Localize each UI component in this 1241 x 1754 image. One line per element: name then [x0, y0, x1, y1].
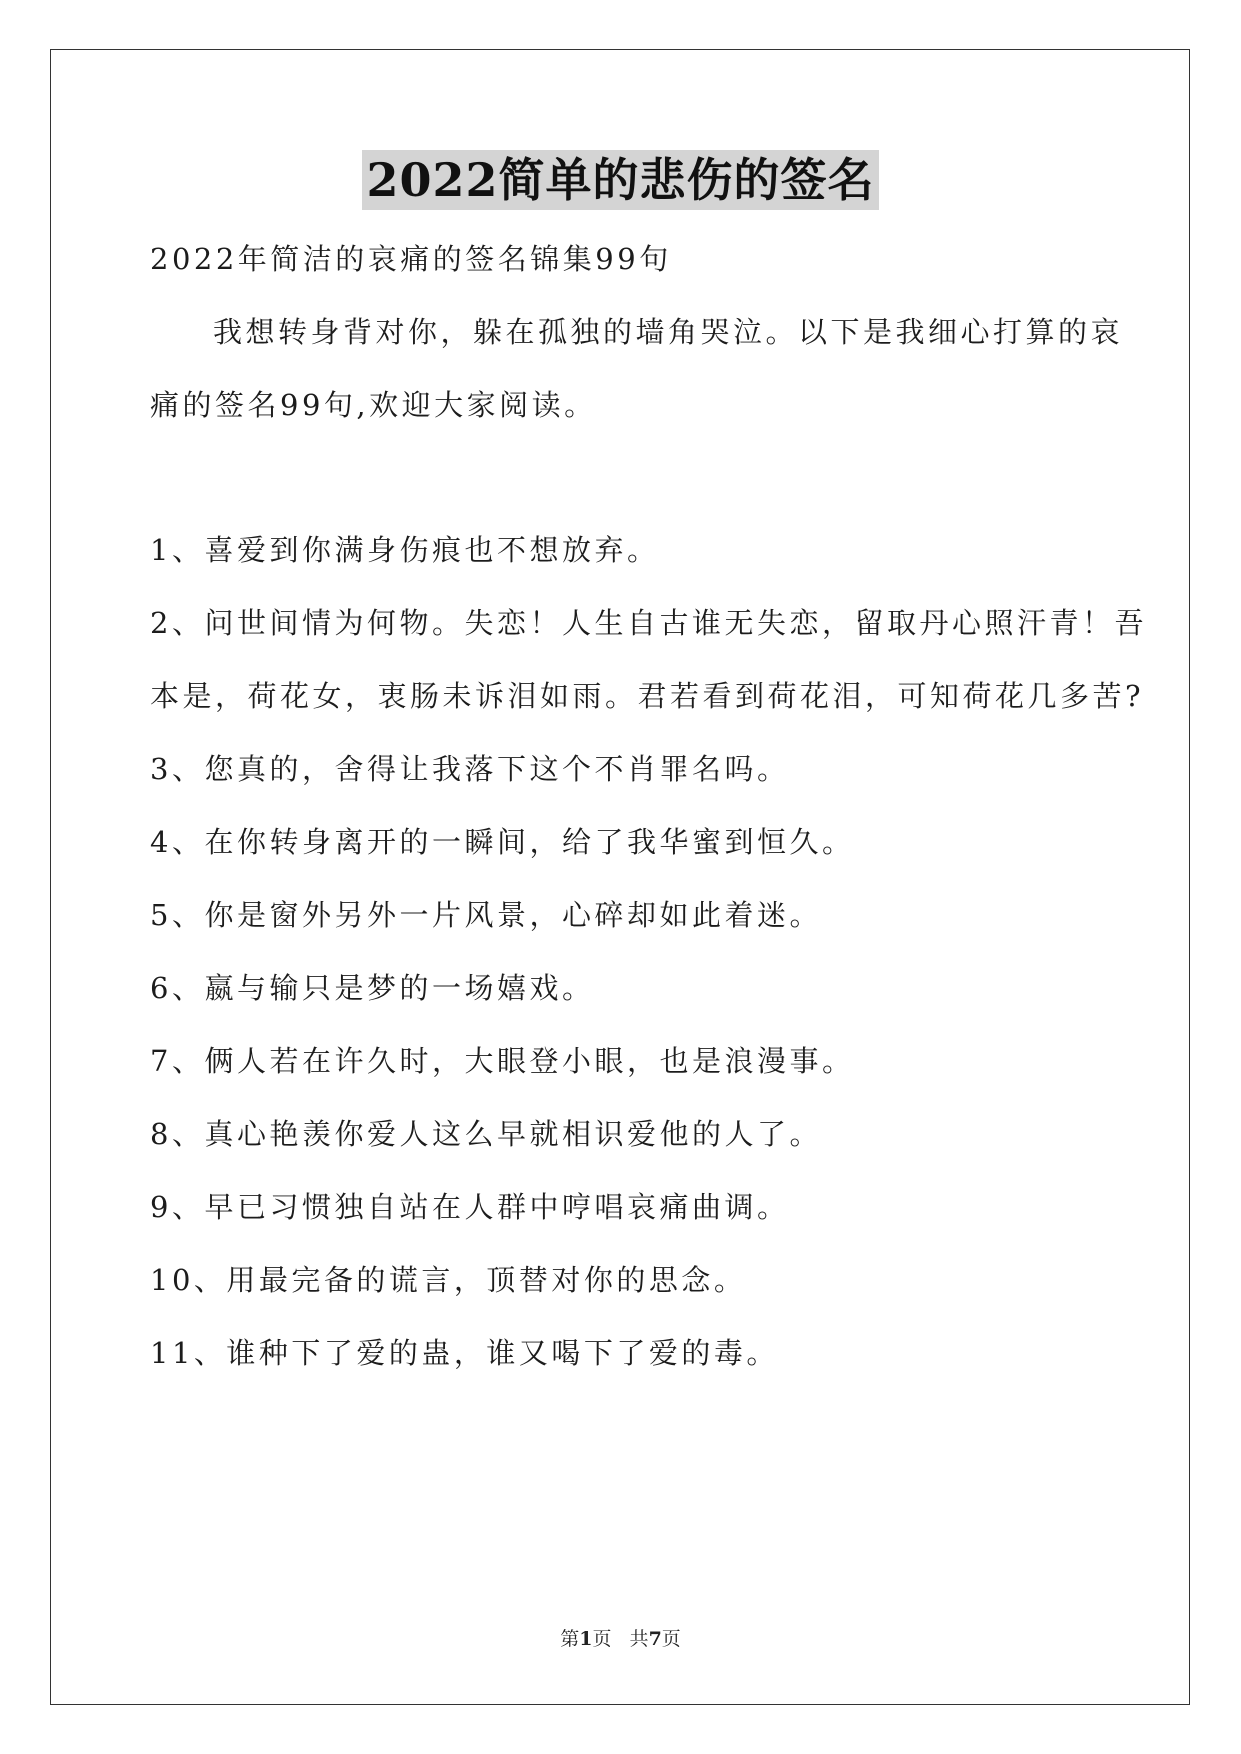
intro-paragraph-line-1: 我想转身背对你，躲在孤独的墙角哭泣。以下是我细心打算的哀 [213, 315, 1124, 349]
page-label-prefix: 第 [560, 1628, 580, 1650]
list-item: 9、早已习惯独自站在人群中哼唱哀痛曲调。 [150, 1190, 790, 1224]
list-item: 4、在你转身离开的一瞬间，给了我华蜜到恒久。 [150, 825, 855, 859]
total-page-number: 7 [648, 1628, 662, 1650]
list-item: 2、问世间情为何物。失恋！人生自古谁无失恋，留取丹心照汗青！吾 [150, 606, 1147, 640]
list-item: 10、用最完备的谎言，顶替对你的思念。 [150, 1263, 747, 1297]
page-border [50, 49, 1190, 1705]
intro-paragraph-line-2: 痛的签名99句,欢迎大家阅读。 [150, 388, 597, 422]
list-item: 5、你是窗外另外一片风景，心碎却如此着迷。 [150, 898, 822, 932]
document-subtitle: 2022年简洁的哀痛的签名锦集99句 [150, 242, 672, 276]
page-label-mid: 页 共 [592, 1628, 649, 1650]
page-label-suffix: 页 [661, 1628, 681, 1650]
title-container [0, 150, 1241, 210]
current-page-number: 1 [579, 1628, 593, 1650]
list-item-continuation: 本是，荷花女，衷肠未诉泪如雨。君若看到荷花泪，可知荷花几多苦? [150, 679, 1145, 713]
list-item: 1、喜爱到你满身伤痕也不想放弃。 [150, 533, 660, 567]
list-item: 6、嬴与输只是梦的一场嬉戏。 [150, 971, 595, 1005]
page-footer [0, 1626, 1241, 1652]
list-item: 7、俩人若在许久时，大眼登小眼，也是浪漫事。 [150, 1044, 855, 1078]
list-item: 3、您真的，舍得让我落下这个不肖罪名吗。 [150, 752, 790, 786]
list-item: 8、真心艳羡你爱人这么早就相识爱他的人了。 [150, 1117, 822, 1151]
list-item: 11、谁种下了爱的蛊，谁又喝下了爱的毒。 [150, 1336, 779, 1370]
document-title: 2022简单的悲伤的签名 [362, 150, 878, 210]
